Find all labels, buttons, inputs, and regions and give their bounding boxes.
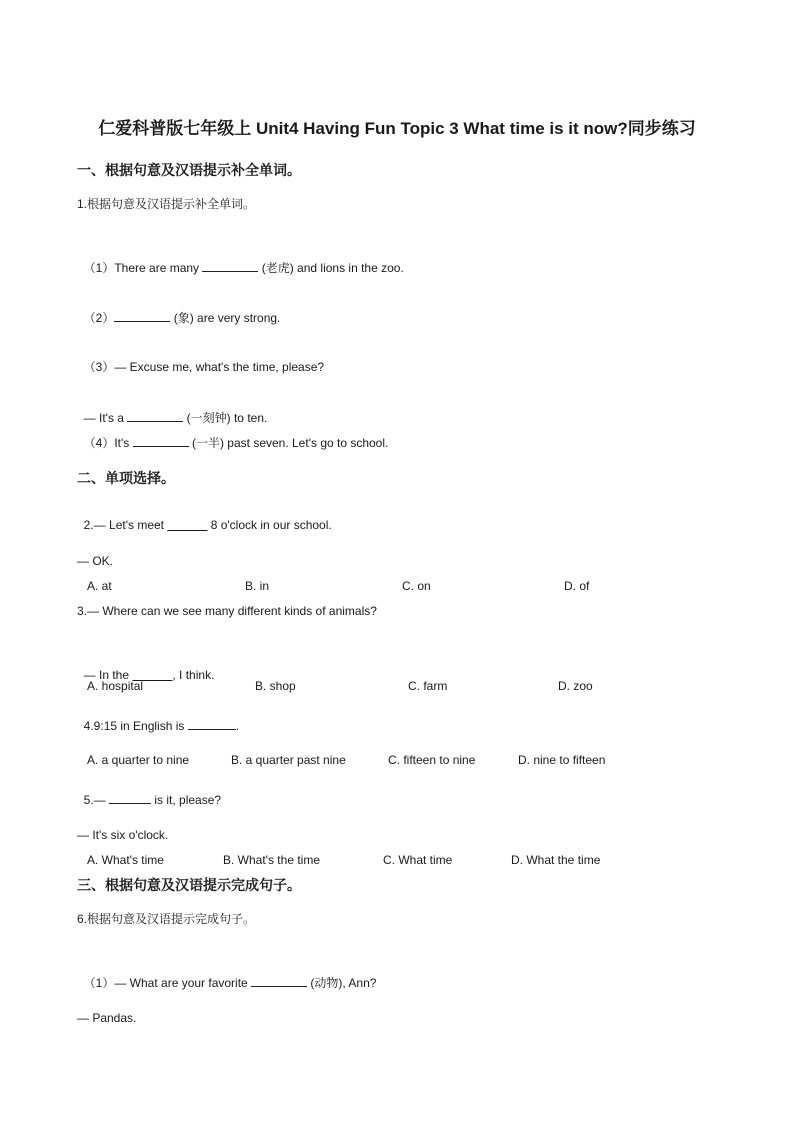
answer-blank[interactable] — [202, 260, 258, 272]
question-1-item-3 — [77, 346, 324, 374]
answer-blank[interactable] — [133, 435, 189, 447]
item-text: — It's a — [83, 411, 128, 425]
answer-blank[interactable] — [114, 310, 170, 322]
question-5-stem — [77, 778, 221, 807]
question-3-stem: 3.— Where can we see many different kinds of animals? — [77, 604, 377, 618]
option-d[interactable]: D. of — [564, 579, 590, 593]
item-text: （1）— What are your favorite — [83, 976, 252, 990]
stem-text: 8 o'clock in our school. — [207, 518, 332, 532]
stem-text: 5.— — [83, 793, 110, 807]
question-6-reply: — Pandas. — [77, 1011, 137, 1025]
answer-blank[interactable] — [251, 975, 307, 987]
question-4-stem — [77, 704, 239, 733]
answer-blank[interactable] — [109, 792, 151, 804]
question-1-stem: 1.根据句意及汉语提示补全单词。 — [77, 197, 256, 211]
option-b[interactable]: B. in — [245, 579, 270, 593]
section-heading-3: 三、根据句意及汉语提示完成句子。 — [77, 877, 301, 893]
question-1-item-1 — [77, 246, 404, 275]
reply-text: , I think. — [172, 668, 215, 682]
stem-text: . — [235, 719, 240, 733]
item-text: （2） — [83, 311, 115, 325]
option-d[interactable]: D. nine to fifteen — [518, 753, 606, 767]
stem-text: 2.— Let's meet — [83, 518, 168, 532]
question-2-reply: — OK. — [77, 554, 114, 568]
item-text: （4）It's — [83, 436, 133, 450]
option-c[interactable]: C. on — [402, 579, 431, 593]
item-text: (一刻钟) to ten. — [183, 411, 268, 425]
item-text: （1）There are many — [83, 261, 203, 275]
option-b[interactable]: B. a quarter past nine — [231, 753, 346, 767]
option-a[interactable]: A. What's time — [87, 853, 164, 867]
question-1-item-2 — [77, 296, 280, 325]
answer-blank[interactable] — [167, 518, 207, 532]
answer-blank[interactable] — [188, 718, 236, 730]
option-b[interactable]: B. shop — [255, 679, 296, 693]
section-heading-2: 二、单项选择。 — [77, 470, 175, 486]
option-c[interactable]: C. farm — [408, 679, 448, 693]
question-6-stem: 6.根据句意及汉语提示完成句子。 — [77, 912, 256, 926]
question-5-reply: — It's six o'clock. — [77, 828, 169, 842]
stem-text: is it, please? — [151, 793, 222, 807]
option-b[interactable]: B. What's the time — [223, 853, 320, 867]
page-title: 仁爱科普版七年级上 Unit4 Having Fun Topic 3 What time is it now?同步练习 — [98, 119, 696, 138]
option-c[interactable]: C. What time — [383, 853, 453, 867]
section-heading-1: 一、根据句意及汉语提示补全单词。 — [77, 162, 301, 178]
item-text: (象) are very strong. — [170, 311, 281, 325]
question-1-item-4 — [77, 421, 388, 450]
option-a[interactable]: A. a quarter to nine — [87, 753, 190, 767]
question-6-item-1 — [77, 961, 376, 990]
reply-text: — In the — [83, 668, 133, 682]
item-text: (动物), Ann? — [307, 976, 377, 990]
option-a[interactable]: A. hospital — [87, 679, 144, 693]
item-text: (一半) past seven. Let's go to school. — [188, 436, 389, 450]
option-d[interactable]: D. What the time — [511, 853, 601, 867]
option-d[interactable]: D. zoo — [558, 679, 593, 693]
stem-text: 4.9:15 in English is — [83, 719, 188, 733]
question-3-reply — [77, 654, 214, 682]
item-text: （3）— Excuse me, what's the time, please? — [83, 360, 325, 374]
item-text: (老虎) and lions in the zoo. — [258, 261, 404, 275]
question-2-stem — [77, 504, 332, 532]
option-a[interactable]: A. at — [87, 579, 112, 593]
option-c[interactable]: C. fifteen to nine — [388, 753, 476, 767]
